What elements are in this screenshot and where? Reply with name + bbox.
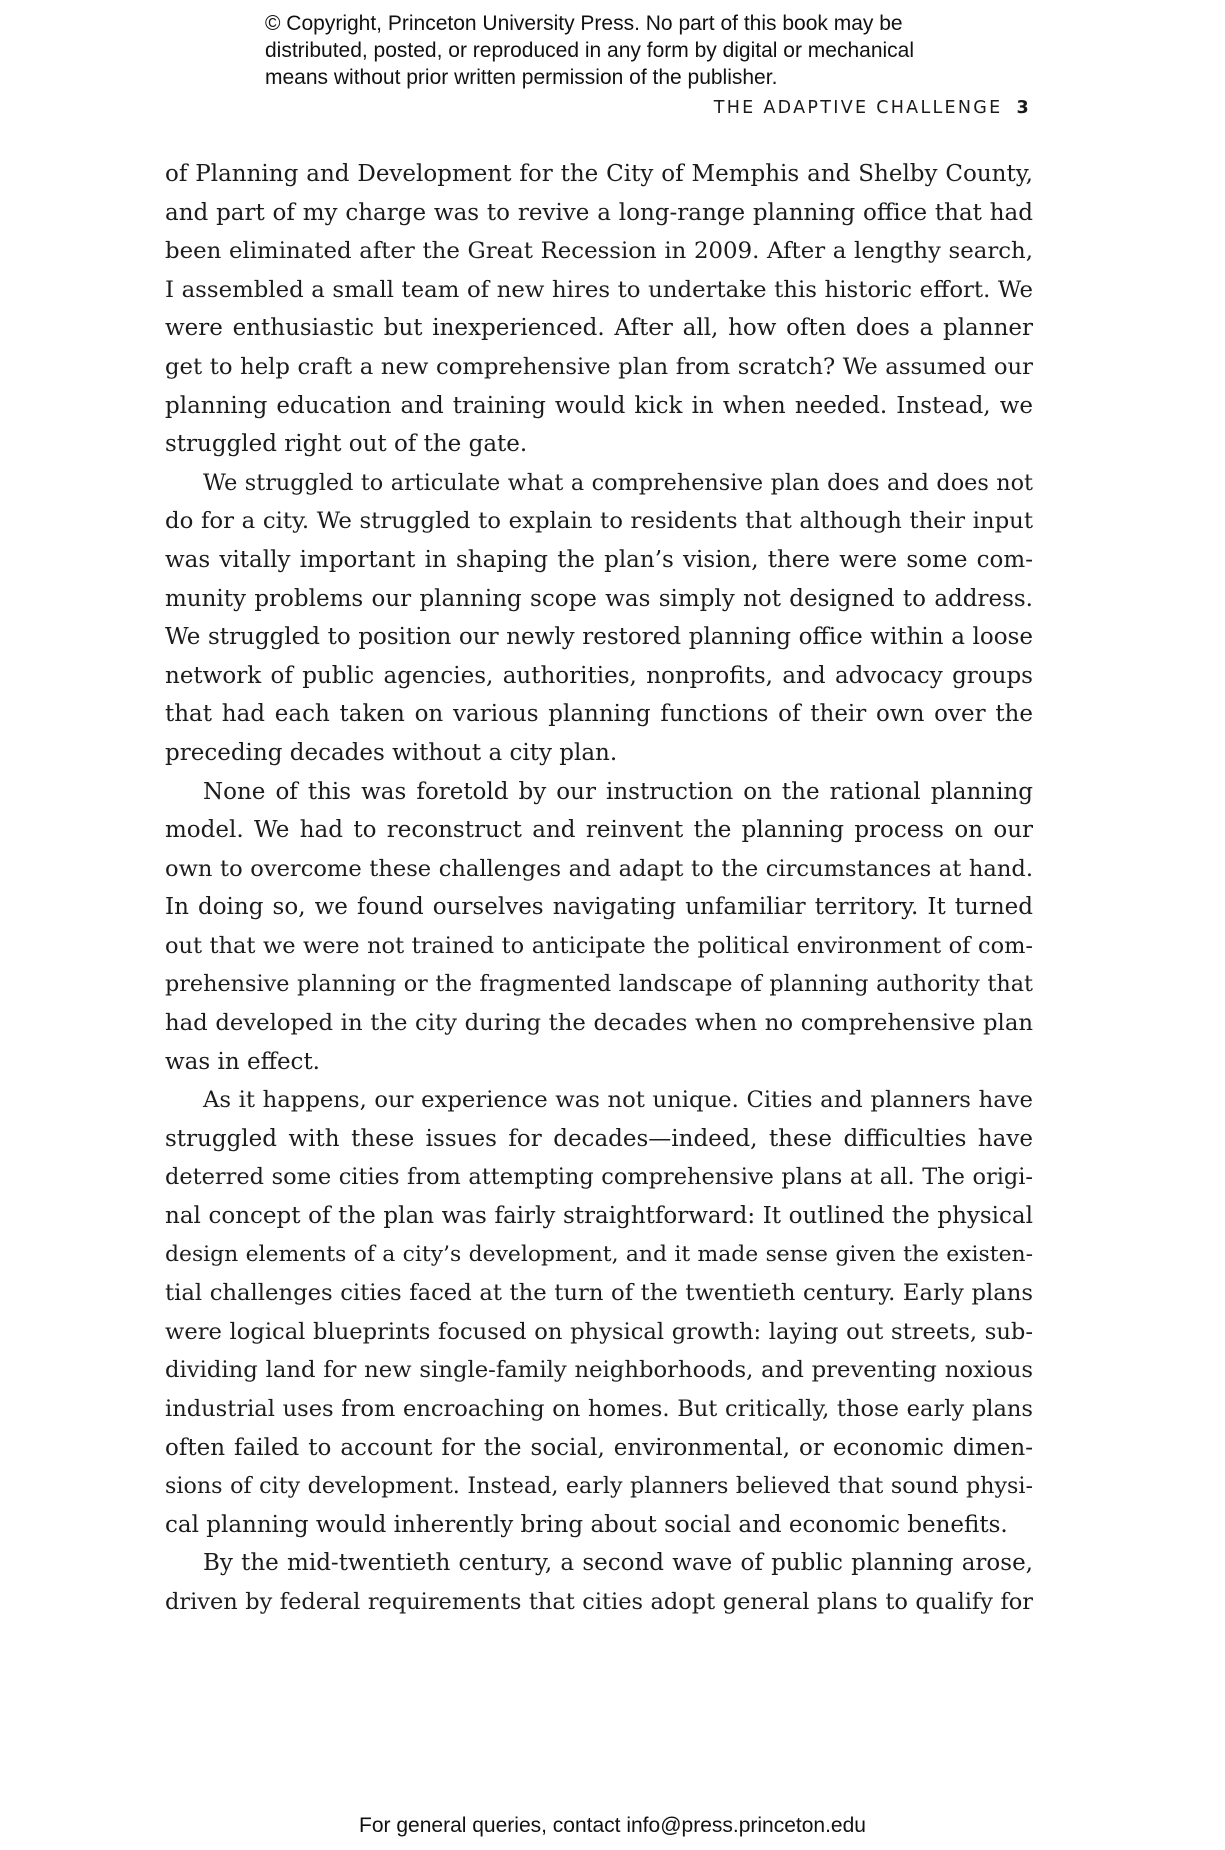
body-text: [165, 155, 1033, 1622]
text-line: nal concept of the plan was fairly straightforward: It outlined the physical: [165, 1203, 1033, 1230]
copyright-line: © Copyright, Princeton University Press. No part of this book may be: [265, 12, 903, 35]
text-line: tial challenges cities faced at the turn of the twentieth century. Early plans: [165, 1280, 1033, 1307]
running-head-title: THE ADAPTIVE CHALLENGE: [713, 98, 1003, 118]
text-line: do for a city. We struggled to explain to residents that although their input: [165, 508, 1033, 535]
text-line: was vitally important in shaping the plan’s vision, there were some com-: [165, 546, 1033, 573]
text-line: of Planning and Development for the City of Memphis and Shelby County,: [165, 161, 1033, 187]
text-line: and part of my charge was to revive a long-range planning office that had: [165, 199, 1033, 226]
copyright-line: means without prior written permission of the publisher.: [265, 66, 778, 89]
text-line: own to overcome these challenges and adapt to the circumstances at hand.: [165, 855, 1033, 882]
text-line: struggled with these issues for decades—indeed, these difficulties have: [165, 1125, 1033, 1152]
footer-contact: For general queries, contact info@press.princeton.edu: [359, 1814, 866, 1837]
text-line: We struggled to articulate what a comprehensive plan does and does not: [203, 469, 1033, 496]
text-line: By the mid-twentieth century, a second wave of public planning arose,: [203, 1550, 1033, 1577]
text-line: planning education and training would kick in when needed. Instead, we: [165, 392, 1033, 419]
text-line: preceding decades without a city plan.: [165, 739, 618, 766]
text-line: that had each taken on various planning functions of their own over the: [165, 701, 1033, 728]
text-line: In doing so, we found ourselves navigating unfamiliar territory. It turned: [165, 894, 1033, 921]
text-line: was in effect.: [165, 1048, 320, 1075]
text-line: deterred some cities from attempting comprehensive plans at all. The origi-: [165, 1164, 1033, 1191]
running-head: [600, 98, 1031, 118]
text-line: been eliminated after the Great Recession in 2009. After a lengthy search,: [165, 238, 1033, 265]
text-line: had developed in the city during the decades when no comprehensive plan: [165, 1010, 1033, 1037]
text-line: prehensive planning or the fragmented landscape of planning authority that: [165, 971, 1033, 998]
text-line: munity problems our planning scope was simply not designed to address.: [165, 585, 1033, 612]
text-line: model. We had to reconstruct and reinvent the planning process on our: [165, 817, 1033, 844]
text-line: dividing land for new single-family neighborhoods, and preventing noxious: [165, 1357, 1033, 1384]
text-line: None of this was foretold by our instruction on the rational planning: [203, 778, 1033, 805]
page-number: 3: [1016, 98, 1031, 118]
text-line: driven by federal requirements that cities adopt general plans to qualify for: [165, 1588, 1033, 1615]
text-line: out that we were not trained to anticipate the political environment of com-: [165, 932, 1033, 959]
text-line: get to help craft a new comprehensive plan from scratch? We assumed our: [165, 353, 1033, 380]
text-line: sions of city development. Instead, early planners believed that sound physi-: [165, 1473, 1033, 1500]
copyright-line: distributed, posted, or reproduced in any form by digital or mechanical: [265, 39, 915, 62]
copyright-notice: [265, 10, 1005, 91]
text-line: I assembled a small team of new hires to undertake this historic effort. We: [165, 276, 1033, 303]
text-line: were logical blueprints focused on physical growth: laying out streets, sub-: [165, 1318, 1033, 1345]
text-line: struggled right out of the gate.: [165, 431, 528, 458]
text-line: We struggled to position our newly restored planning office within a loose: [165, 624, 1033, 651]
text-line: network of public agencies, authorities, nonprofits, and advocacy groups: [165, 662, 1033, 689]
text-line: were enthusiastic but inexperienced. After all, how often does a planner: [165, 315, 1033, 342]
text-line: cal planning would inherently bring about social and economic benefits.: [165, 1511, 1008, 1538]
text-line: industrial uses from encroaching on homes. But critically, those early plans: [165, 1396, 1033, 1422]
text-line: design elements of a city’s development, and it made sense given the existen-: [165, 1241, 1033, 1267]
text-line: often failed to account for the social, environmental, or economic dimen-: [165, 1434, 1033, 1461]
text-line: As it happens, our experience was not unique. Cities and planners have: [203, 1087, 1033, 1114]
